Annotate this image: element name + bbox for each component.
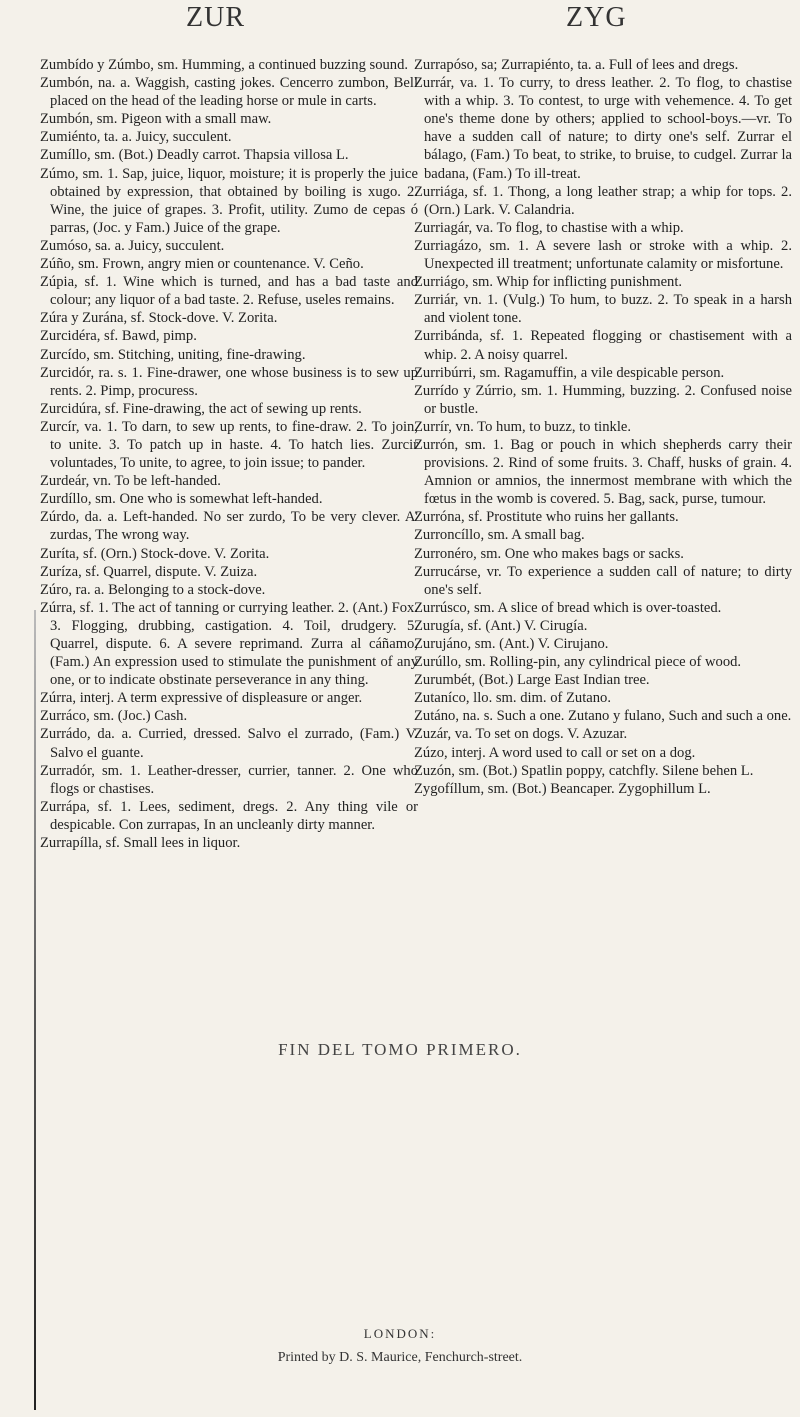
dictionary-entry: Zumbón, na. a. Waggish, casting jokes. Cencerro zumbon, Bell placed on the head of the leading horse or mule in carts. — [40, 75, 418, 110]
dictionary-entry: Zúrra, sf. 1. The act of tanning or currying leather. 2. (Ant.) Fox. 3. Flogging, drubbing, castigation. 4. Toil, drudgery. 5. Quarrel, dispute. 6. A severe reprimand. Zurra al cáñamo, (Fam.) An expression used to stimulate the punishment of any one, or to indicate obstinate perseverance in any thing. — [40, 599, 418, 689]
dictionary-entry: Zuzár, va. To set on dogs. V. Azuzar. — [414, 726, 628, 743]
dictionary-entry: Zurcidór, ra. s. 1. Fine-drawer, one whose business is to sew up rents. 2. Pimp, procuress. — [40, 364, 418, 399]
dictionary-entry: Zumbído y Zúmbo, sm. Humming, a continued buzzing sound. — [40, 57, 409, 73]
dictionary-entry: Zurrapóso, sa; Zurrapiénto, ta. a. Full of lees and dregs. — [414, 57, 739, 73]
dictionary-entry: Zurumbét, (Bot.) Large East Indian tree. — [414, 672, 650, 689]
dictionary-entry: Zurroncíllo, sm. A small bag. — [414, 527, 585, 544]
dictionary-entry: Zurcidéra, sf. Bawd, pimp. — [40, 328, 197, 345]
dictionary-entry: Zuríza, sf. Quarrel, dispute. V. Zuiza. — [40, 563, 258, 580]
dictionary-entry: Zurrapílla, sf. Small lees in liquor. — [40, 835, 241, 852]
dictionary-entry: Zuríta, sf. (Orn.) Stock-dove. V. Zorita. — [40, 545, 270, 562]
imprint-place: LONDON: — [363, 1326, 437, 1341]
dictionary-entry: Zurcír, va. 1. To darn, to sew up rents, to fine-draw. 2. To join, to unite. 3. To patch up in haste. 4. To hatch lies. Zurcir voluntades, To unite, to agree, to join issue; to pander. — [40, 418, 418, 472]
dictionary-entry: Zúzo, interj. A word used to call or set on a dog. — [414, 744, 696, 761]
end-of-volume-title: FIN DEL TOMO PRIMERO. — [278, 1040, 522, 1059]
dictionary-entry: Zurrír, vn. To hum, to buzz, to tinkle. — [414, 418, 631, 435]
dictionary-entry: Zúrra, interj. A term expressive of displeasure or anger. — [40, 690, 363, 707]
dictionary-entry: Zurrápa, sf. 1. Lees, sediment, dregs. 2. Any thing vile or despicable. Con zurrapas, In an uncleanly dirty manner. — [40, 798, 418, 833]
dictionary-entry: Zygofíllum, sm. (Bot.) Beancaper. Zygophillum L. — [414, 780, 711, 797]
dictionary-entry: Zurriár, vn. 1. (Vulg.) To hum, to buzz. 2. To speak in a harsh and violent tone. — [414, 292, 792, 327]
dictionary-entry: Zúro, ra. a. Belonging to a stock-dove. — [40, 581, 266, 598]
dictionary-entry: Zúpia, sf. 1. Wine which is turned, and has a bad taste and colour; any liquor of a bad taste. 2. Refuse, useles remains. — [40, 274, 418, 309]
dictionary-entry: Zurriagár, va. To flog, to chastise with a whip. — [414, 219, 684, 236]
dictionary-entry: Zutaníco, llo. sm. dim. of Zutano. — [414, 690, 611, 707]
dictionary-entry: Zurrído y Zúrrio, sm. 1. Humming, buzzing. 2. Confused noise or bustle. — [414, 382, 792, 417]
dictionary-entry: Zurrár, va. 1. To curry, to dress leather. 2. To flog, to chastise with a whip. 3. To contest, to urge with vehemence. 4. To get one's theme done by others; applied to school-boys.—vr. To have a sudden call of nature; to dirty one's self. Zurrar el bálago, (Fam.) To beat, to strike, to bruise, to cudgel. Zurrar la badana, (Fam.) To ill-treat. — [414, 75, 792, 182]
dictionary-entry: Zumbón, sm. Pigeon with a small maw. — [40, 111, 272, 128]
dictionary-entry: Zumóso, sa. a. Juicy, succulent. — [40, 237, 225, 254]
dictionary-entry: Zuzón, sm. (Bot.) Spatlin poppy, catchfly. Silene behen L. — [414, 762, 754, 779]
dictionary-entry: Zúño, sm. Frown, angry mien or countenance. V. Ceño. — [40, 256, 364, 273]
dictionary-entry: Zurujáno, sm. (Ant.) V. Cirujano. — [414, 636, 609, 652]
dictionary-entry: Zurrón, sm. 1. Bag or pouch in which shepherds carry their provisions. 2. Rind of some fruits. 3. Chaff, husks of grain. 4. Amnion or amnios, the innermost membrane with which the fœtus in the womb is covered. 5. Bag, sack, purse, tumour. — [414, 436, 792, 508]
right-column — [414, 56, 792, 798]
dictionary-entry: Zurronéro, sm. One who makes bags or sacks. — [414, 545, 684, 562]
header-right-guide-word: ZYG — [566, 2, 627, 33]
dictionary-entry: Zurriága, sf. 1. Thong, a long leather strap; a whip for tops. 2. (Orn.) Lark. V. Calandria. — [414, 183, 792, 218]
dictionary-entry: Zurrúsco, sm. A slice of bread which is over-toasted. — [414, 599, 722, 616]
dictionary-entry: Zurriágo, sm. Whip for inflicting punishment. — [414, 274, 683, 291]
dictionary-entry: Zutáno, na. s. Such a one. Zutano y fulano, Such and such a one. — [414, 708, 792, 725]
left-column — [40, 56, 418, 852]
dictionary-entry: Zurcído, sm. Stitching, uniting, fine-drawing. — [40, 346, 306, 363]
dictionary-entry: Zurrucárse, vr. To experience a sudden call of nature; to dirty one's self. — [414, 563, 792, 598]
dictionary-entry: Zurdeár, vn. To be left-handed. — [40, 473, 221, 490]
dictionary-entry: Zurráco, sm. (Joc.) Cash. — [40, 708, 188, 725]
dictionary-entry: Zúmo, sm. 1. Sap, juice, liquor, moisture; it is properly the juice obtained by expression, that obtained by boiling is xugo. 2. Wine, the juice of grapes. 3. Profit, utility. Zumo de cepas ó parras, (Joc. y Fam.) Juice of the grape. — [40, 165, 418, 236]
page-header — [0, 2, 800, 42]
dictionary-entry: Zurdíllo, sm. One who is somewhat left-handed. — [40, 491, 323, 508]
imprint-printer: Printed by D. S. Maurice, Fenchurch-street. — [277, 1350, 523, 1365]
dictionary-entry: Zurcidúra, sf. Fine-drawing, the act of sewing up rents. — [40, 400, 362, 417]
dictionary-entry: Zurradór, sm. 1. Leather-dresser, currier, tanner. 2. One who flogs or chastises. — [40, 762, 418, 797]
dictionary-entry: Zurúllo, sm. Rolling-pin, any cylindrical piece of wood. — [414, 654, 742, 671]
dictionary-entry: Zurrádo, da. a. Curried, dressed. Salvo el zurrado, (Fam.) V. Salvo el guante. — [40, 726, 418, 761]
dictionary-entry: Zurróna, sf. Prostitute who ruins her gallants. — [414, 509, 679, 526]
dictionary-entry: Zumiénto, ta. a. Juicy, succulent. — [40, 129, 232, 146]
dictionary-entry: Zúrdo, da. a. Left-handed. No ser zurdo, To be very clever. A' zurdas, The wrong way. — [40, 509, 418, 544]
dictionary-entry: Zúra y Zurána, sf. Stock-dove. V. Zorita. — [40, 310, 278, 327]
dictionary-entry: Zurriagázo, sm. 1. A severe lash or stroke with a whip. 2. Unexpected ill treatment; unfortunate calamity or misfortune. — [414, 237, 792, 273]
binding-edge-shadow — [34, 610, 36, 1410]
dictionary-entry: Zurugía, sf. (Ant.) V. Cirugía. — [414, 617, 588, 634]
header-left-guide-word: ZUR — [186, 2, 245, 33]
dictionary-entry: Zurribánda, sf. 1. Repeated flogging or chastisement with a whip. 2. A noisy quarrel. — [414, 328, 792, 363]
dictionary-entry: Zurribúrri, sm. Ragamuffin, a vile despicable person. — [414, 364, 725, 381]
dictionary-entry: Zumíllo, sm. (Bot.) Deadly carrot. Thapsia villosa L. — [40, 147, 349, 164]
